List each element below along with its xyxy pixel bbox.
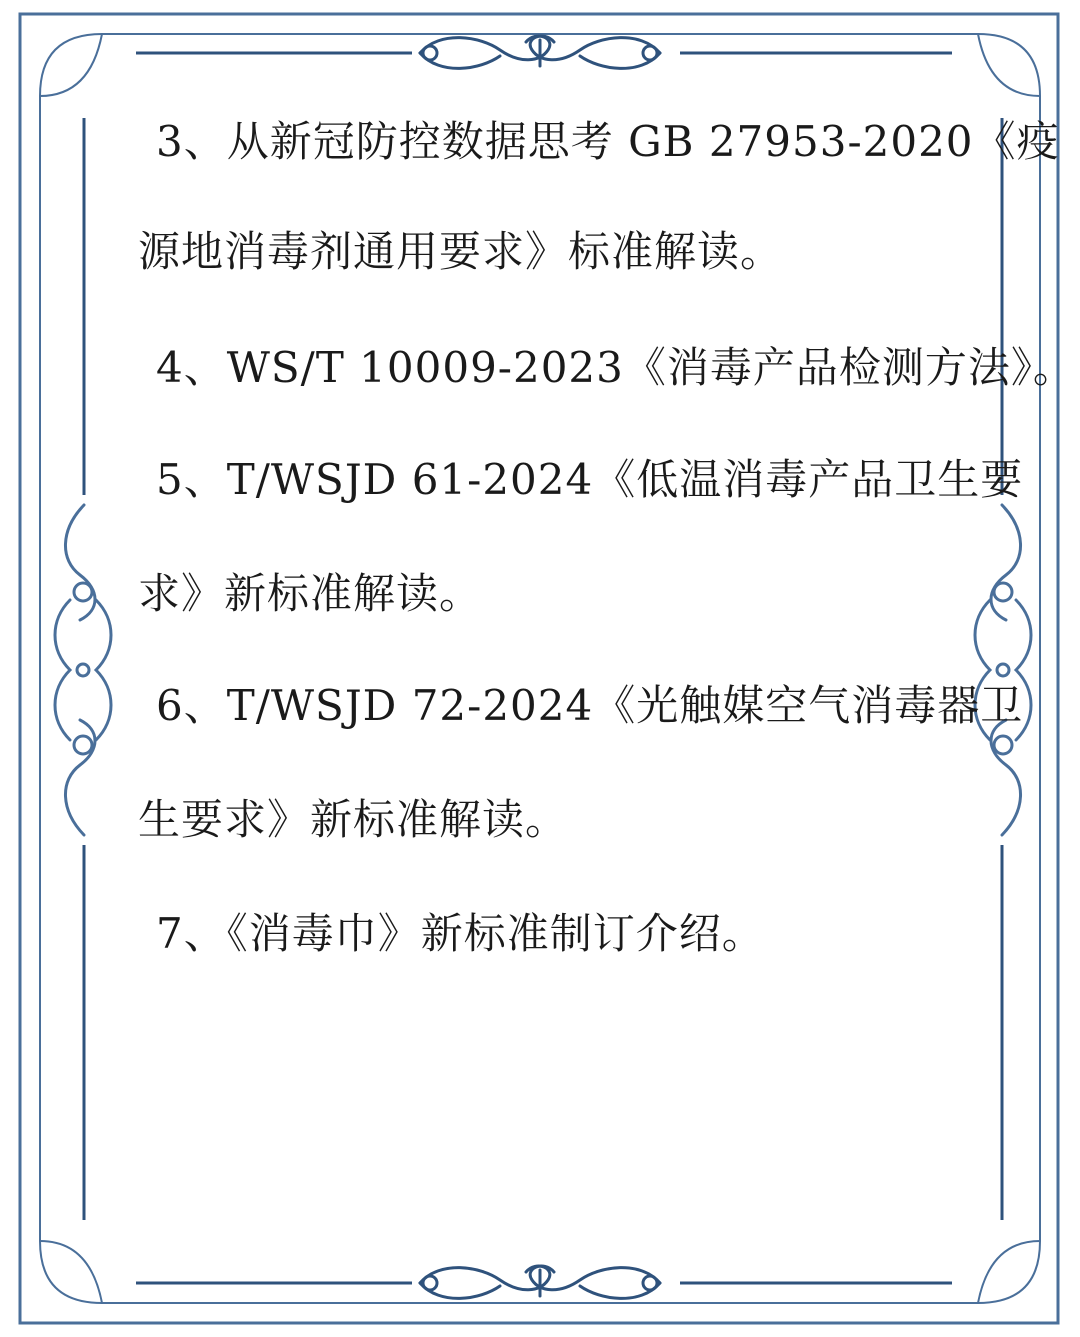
bottom-scroll-ornament-icon: [420, 1266, 660, 1298]
list-item-3-line-1: 3、从新冠防控数据思考 GB 27953-2020《疫: [156, 117, 1060, 166]
list-item-6-line-1: 6、T/WSJD 72-2024《光触媒空气消毒器卫: [156, 681, 1024, 730]
list-item-3-line-2: 源地消毒剂通用要求》标准解读。: [138, 227, 784, 276]
list-item-4-line-1: 4、WS/T 10009-2023《消毒产品检测方法》。: [156, 343, 1076, 392]
list-item-7-line-1: 7、《消毒巾》新标准制订介绍。: [156, 909, 765, 958]
left-scroll-ornament-icon: [55, 505, 111, 835]
right-scroll-ornament-icon: [975, 505, 1031, 835]
top-scroll-ornament-icon: [420, 36, 660, 68]
list-item-5-line-1: 5、T/WSJD 61-2024《低温消毒产品卫生要: [156, 455, 1024, 504]
list-item-5-line-2: 求》新标准解读。: [138, 569, 483, 618]
list-item-6-line-2: 生要求》新标准解读。: [138, 795, 569, 844]
